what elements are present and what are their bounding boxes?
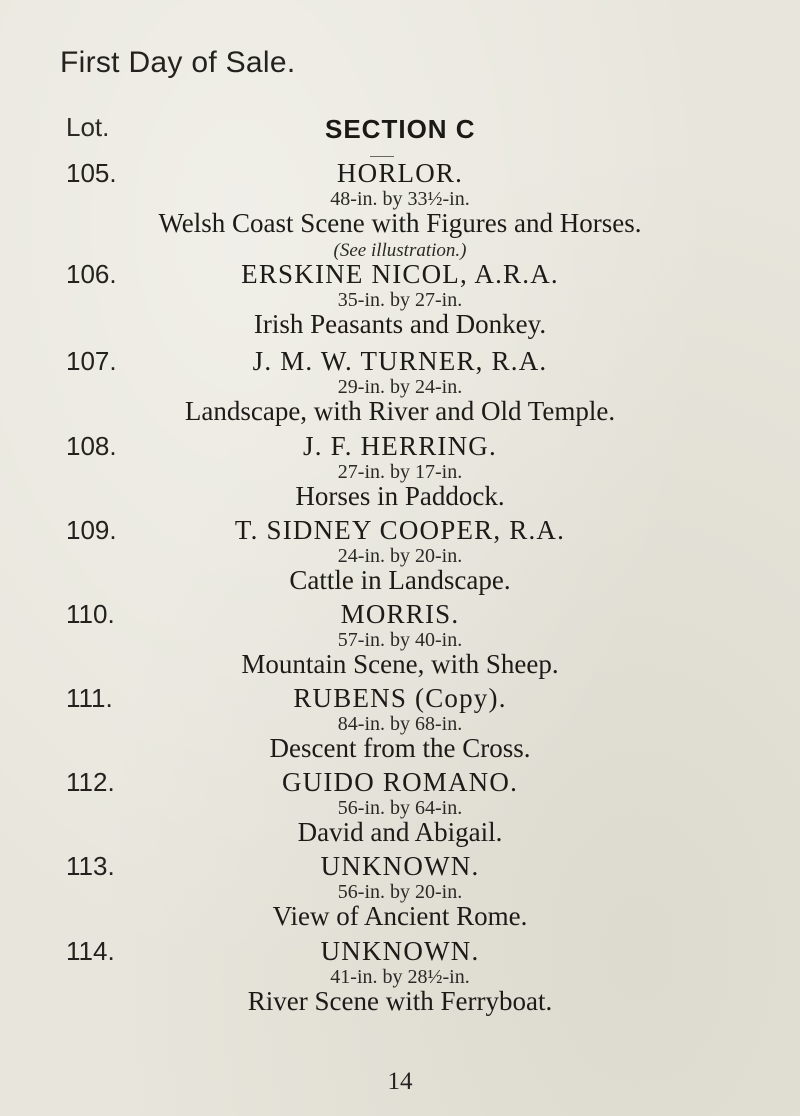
lot-artist: UNKNOWN. (320, 935, 480, 966)
lot-title: David and Abigail. (297, 817, 503, 848)
lot-dimensions: 35-in. by 27-in. (337, 288, 463, 311)
page-number: 14 (387, 1068, 413, 1095)
lot-artist: MORRIS. (340, 598, 460, 629)
lot-artist: J. F. HERRING. (303, 430, 497, 461)
lot-title: Irish Peasants and Donkey. (253, 308, 547, 339)
day-title: First Day of Sale. (60, 46, 296, 79)
lot-dimensions: 27-in. by 17-in. (337, 460, 463, 483)
lot-title: Descent from the Cross. (269, 733, 531, 764)
lot-artist: HORLOR. (336, 157, 464, 188)
lot-number: 106. (66, 258, 117, 289)
lot-artist: ERSKINE NICOL, A.R.A. (241, 258, 559, 289)
lot-number: 114. (66, 935, 115, 966)
lot-artist: RUBENS (Copy). (293, 683, 507, 714)
lot-number: 108. (66, 430, 117, 461)
lot-artist: J. M. W. TURNER, R.A. (252, 346, 548, 377)
section-title: SECTION C (325, 114, 476, 144)
lot-dimensions: 84-in. by 68-in. (337, 713, 463, 736)
lot-title: River Scene with Ferryboat. (247, 985, 553, 1016)
lot-number: 109. (66, 514, 117, 545)
lot-number: 105. (66, 157, 117, 188)
lot-number: 111. (66, 683, 113, 714)
lot-title: Mountain Scene, with Sheep. (241, 648, 559, 679)
lot-number: 110. (66, 598, 115, 629)
lot-dimensions: 29-in. by 24-in. (337, 376, 463, 399)
lot-number: 113. (66, 851, 115, 882)
lot-number: 112. (66, 767, 115, 798)
lot-dimensions: 48-in. by 33½-in. (330, 187, 470, 210)
lot-title: Horses in Paddock. (295, 480, 505, 511)
lot-dimensions: 57-in. by 40-in. (337, 628, 463, 651)
lot-artist: GUIDO ROMANO. (281, 767, 519, 798)
lot-artist: T. SIDNEY COOPER, R.A. (234, 514, 566, 545)
lot-dimensions: 41-in. by 28½-in. (330, 965, 470, 988)
lot-artist: UNKNOWN. (320, 851, 480, 882)
lot-title: View of Ancient Rome. (272, 901, 528, 932)
lot-title: Landscape, with River and Old Temple. (184, 396, 616, 427)
lot-dimensions: 56-in. by 64-in. (337, 797, 463, 820)
lot-number: 107. (66, 346, 117, 377)
lot-dimensions: 24-in. by 20-in. (337, 544, 463, 567)
lot-title: Cattle in Landscape. (289, 564, 511, 595)
lot-note: (See illustration.) (333, 239, 467, 261)
lot-dimensions: 56-in. by 20-in. (337, 881, 463, 904)
lot-title: Welsh Coast Scene with Figures and Horses. (158, 207, 642, 238)
lot-column-header: Lot. (66, 112, 110, 142)
